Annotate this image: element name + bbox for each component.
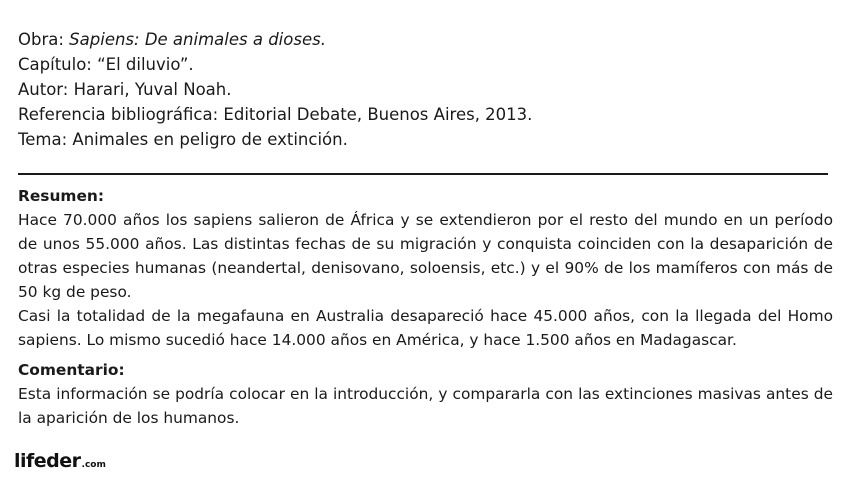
autor-line: Autor: Harari, Yuval Noah. — [18, 80, 232, 99]
obra-line — [18, 27, 838, 52]
capitulo-line: Capítulo: “El diluvio”. — [18, 55, 194, 74]
section-divider — [18, 173, 828, 175]
lifeder-logo — [14, 447, 106, 471]
resumen-paragraph-1: Hace 70.000 años los sapiens salieron de África y se extendieron por el resto del mundo en un período de unos 55.000 años. Las distintas fechas de su migración y conquista coinciden con la desaparición de otras especies humanas (neandertal, denisovano, soloensis, etc.) y el 90% de los mamíferos con más de 50 kg de peso. — [18, 211, 833, 301]
obra-label: Obra: — [18, 30, 70, 49]
tema-line: Tema: Animales en peligro de extinción. — [18, 130, 348, 149]
resumen-title: Resumen: — [18, 187, 104, 205]
comentario-title: Comentario: — [18, 361, 125, 379]
document-body — [18, 184, 833, 430]
logo-sub-text: .com — [81, 460, 106, 470]
logo-main-text: lifeder — [14, 450, 81, 472]
referencia-line: Referencia bibliográfica: Editorial Debate, Buenos Aires, 2013. — [18, 105, 533, 124]
obra-title: Sapiens: De animales a dioses. — [69, 30, 326, 49]
resumen-paragraph-2: Casi la totalidad de la megafauna en Australia desapareció hace 45.000 años, con la llegada del Homo sapiens. Lo mismo sucedió hace 14.000 años en América, y hace 1.500 años en Madagascar. — [18, 307, 833, 349]
document-header — [18, 27, 838, 152]
comentario-paragraph: Esta información se podría colocar en la introducción, y compararla con las extinciones masivas antes de la aparición de los humanos. — [18, 385, 833, 427]
